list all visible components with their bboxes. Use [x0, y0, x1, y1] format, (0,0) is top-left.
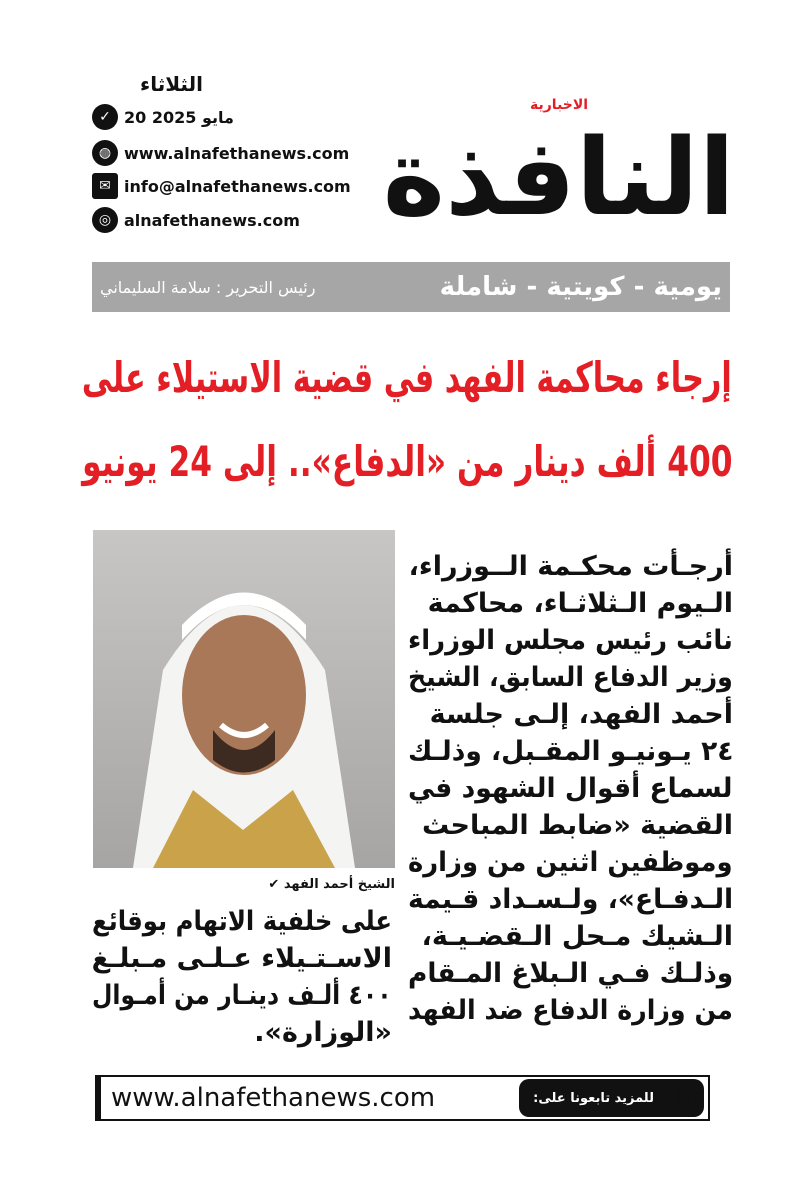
- website-row[interactable]: [92, 140, 349, 166]
- text-line: وزير الدفاع السابق، الشيخ: [408, 662, 733, 693]
- text-line: أرجـأت محكـمة الــوزراء،: [408, 551, 733, 582]
- check-icon: ✓: [92, 104, 118, 130]
- text-line: من وزارة الدفاع ضد الفهد: [408, 995, 733, 1026]
- website-link[interactable]: www.alnafethanews.com: [124, 143, 350, 163]
- text-line: لسماع أقوال الشهود في: [408, 773, 733, 804]
- globe-icon: ◍: [92, 140, 118, 166]
- instagram-row[interactable]: [92, 207, 300, 233]
- photo-caption: [200, 877, 395, 892]
- instagram-icon: ◎: [92, 207, 118, 233]
- tagline: يومية - كويتية - شاملة: [439, 272, 722, 302]
- logo-check-icon: ☑: [674, 1081, 700, 1114]
- follow-label: للمزيد تابعونا على:: [519, 1079, 704, 1117]
- email-row[interactable]: [92, 173, 351, 199]
- headline-line-1: [82, 352, 732, 404]
- date-row: [92, 104, 234, 130]
- right-column: [408, 548, 733, 1029]
- editor-label: رئيس التحرير : سلامة السليماني: [100, 277, 316, 297]
- day-label: الثلاثاء: [140, 72, 203, 96]
- article-photo: [93, 530, 395, 868]
- mail-icon: ✉: [92, 173, 118, 199]
- headline-text: إرجاء محاكمة الفهد في قضية الاستيلاء على: [82, 353, 732, 402]
- logo-subtitle: الاخبارية: [530, 97, 589, 113]
- footer-banner: [95, 1075, 710, 1121]
- footer-url[interactable]: www.alnafethanews.com: [111, 1083, 436, 1113]
- headline-line-2: [82, 436, 732, 488]
- text-line: على خلفية الاتهام بوقائع: [91, 906, 392, 937]
- text-line: وذلـك فـي الـبلاغ المـقام: [407, 958, 733, 989]
- text-line: الـيوم الـثلاثـاء، محاكمة: [427, 588, 733, 619]
- text-line: أحمد الفهد، إلـى جلسة: [429, 699, 733, 730]
- text-line: ٢٤ يـونيـو المقـبل، وذلـك: [407, 736, 733, 767]
- banner-bar: [92, 262, 730, 312]
- logo-text: النافذة: [382, 116, 735, 239]
- caption-text: الشيخ أحمد الفهد: [283, 877, 395, 892]
- left-column: [92, 903, 392, 1051]
- text-line: القضية «ضابط المباحث: [421, 810, 733, 841]
- text-line: نائب رئيس مجلس الوزراء: [408, 625, 733, 656]
- caption-check-icon: ✔: [268, 877, 280, 892]
- text-line: ٤٠٠ ألـف دينـار من أمـوال: [92, 980, 392, 1011]
- text-line: الاسـتـيلاء عـلـى مـبلـغ: [91, 943, 392, 974]
- logo: [360, 116, 735, 239]
- text-line: الـدفـاع»، ولـسـداد قـيمة: [407, 884, 733, 915]
- headline-text: 400 ألف دينار من «الدفاع».. إلى 24 يونيو: [81, 437, 732, 486]
- text-line: الـشيك مـحل الـقضـيـة،: [421, 921, 733, 952]
- date-label: 20 مايو 2025: [124, 107, 234, 127]
- instagram-link[interactable]: alnafethanews.com: [124, 210, 300, 230]
- email-link[interactable]: info@alnafethanews.com: [124, 176, 351, 196]
- text-line: وموظفين اثنين من وزارة: [408, 847, 733, 878]
- text-line: «الوزارة».: [254, 1017, 392, 1048]
